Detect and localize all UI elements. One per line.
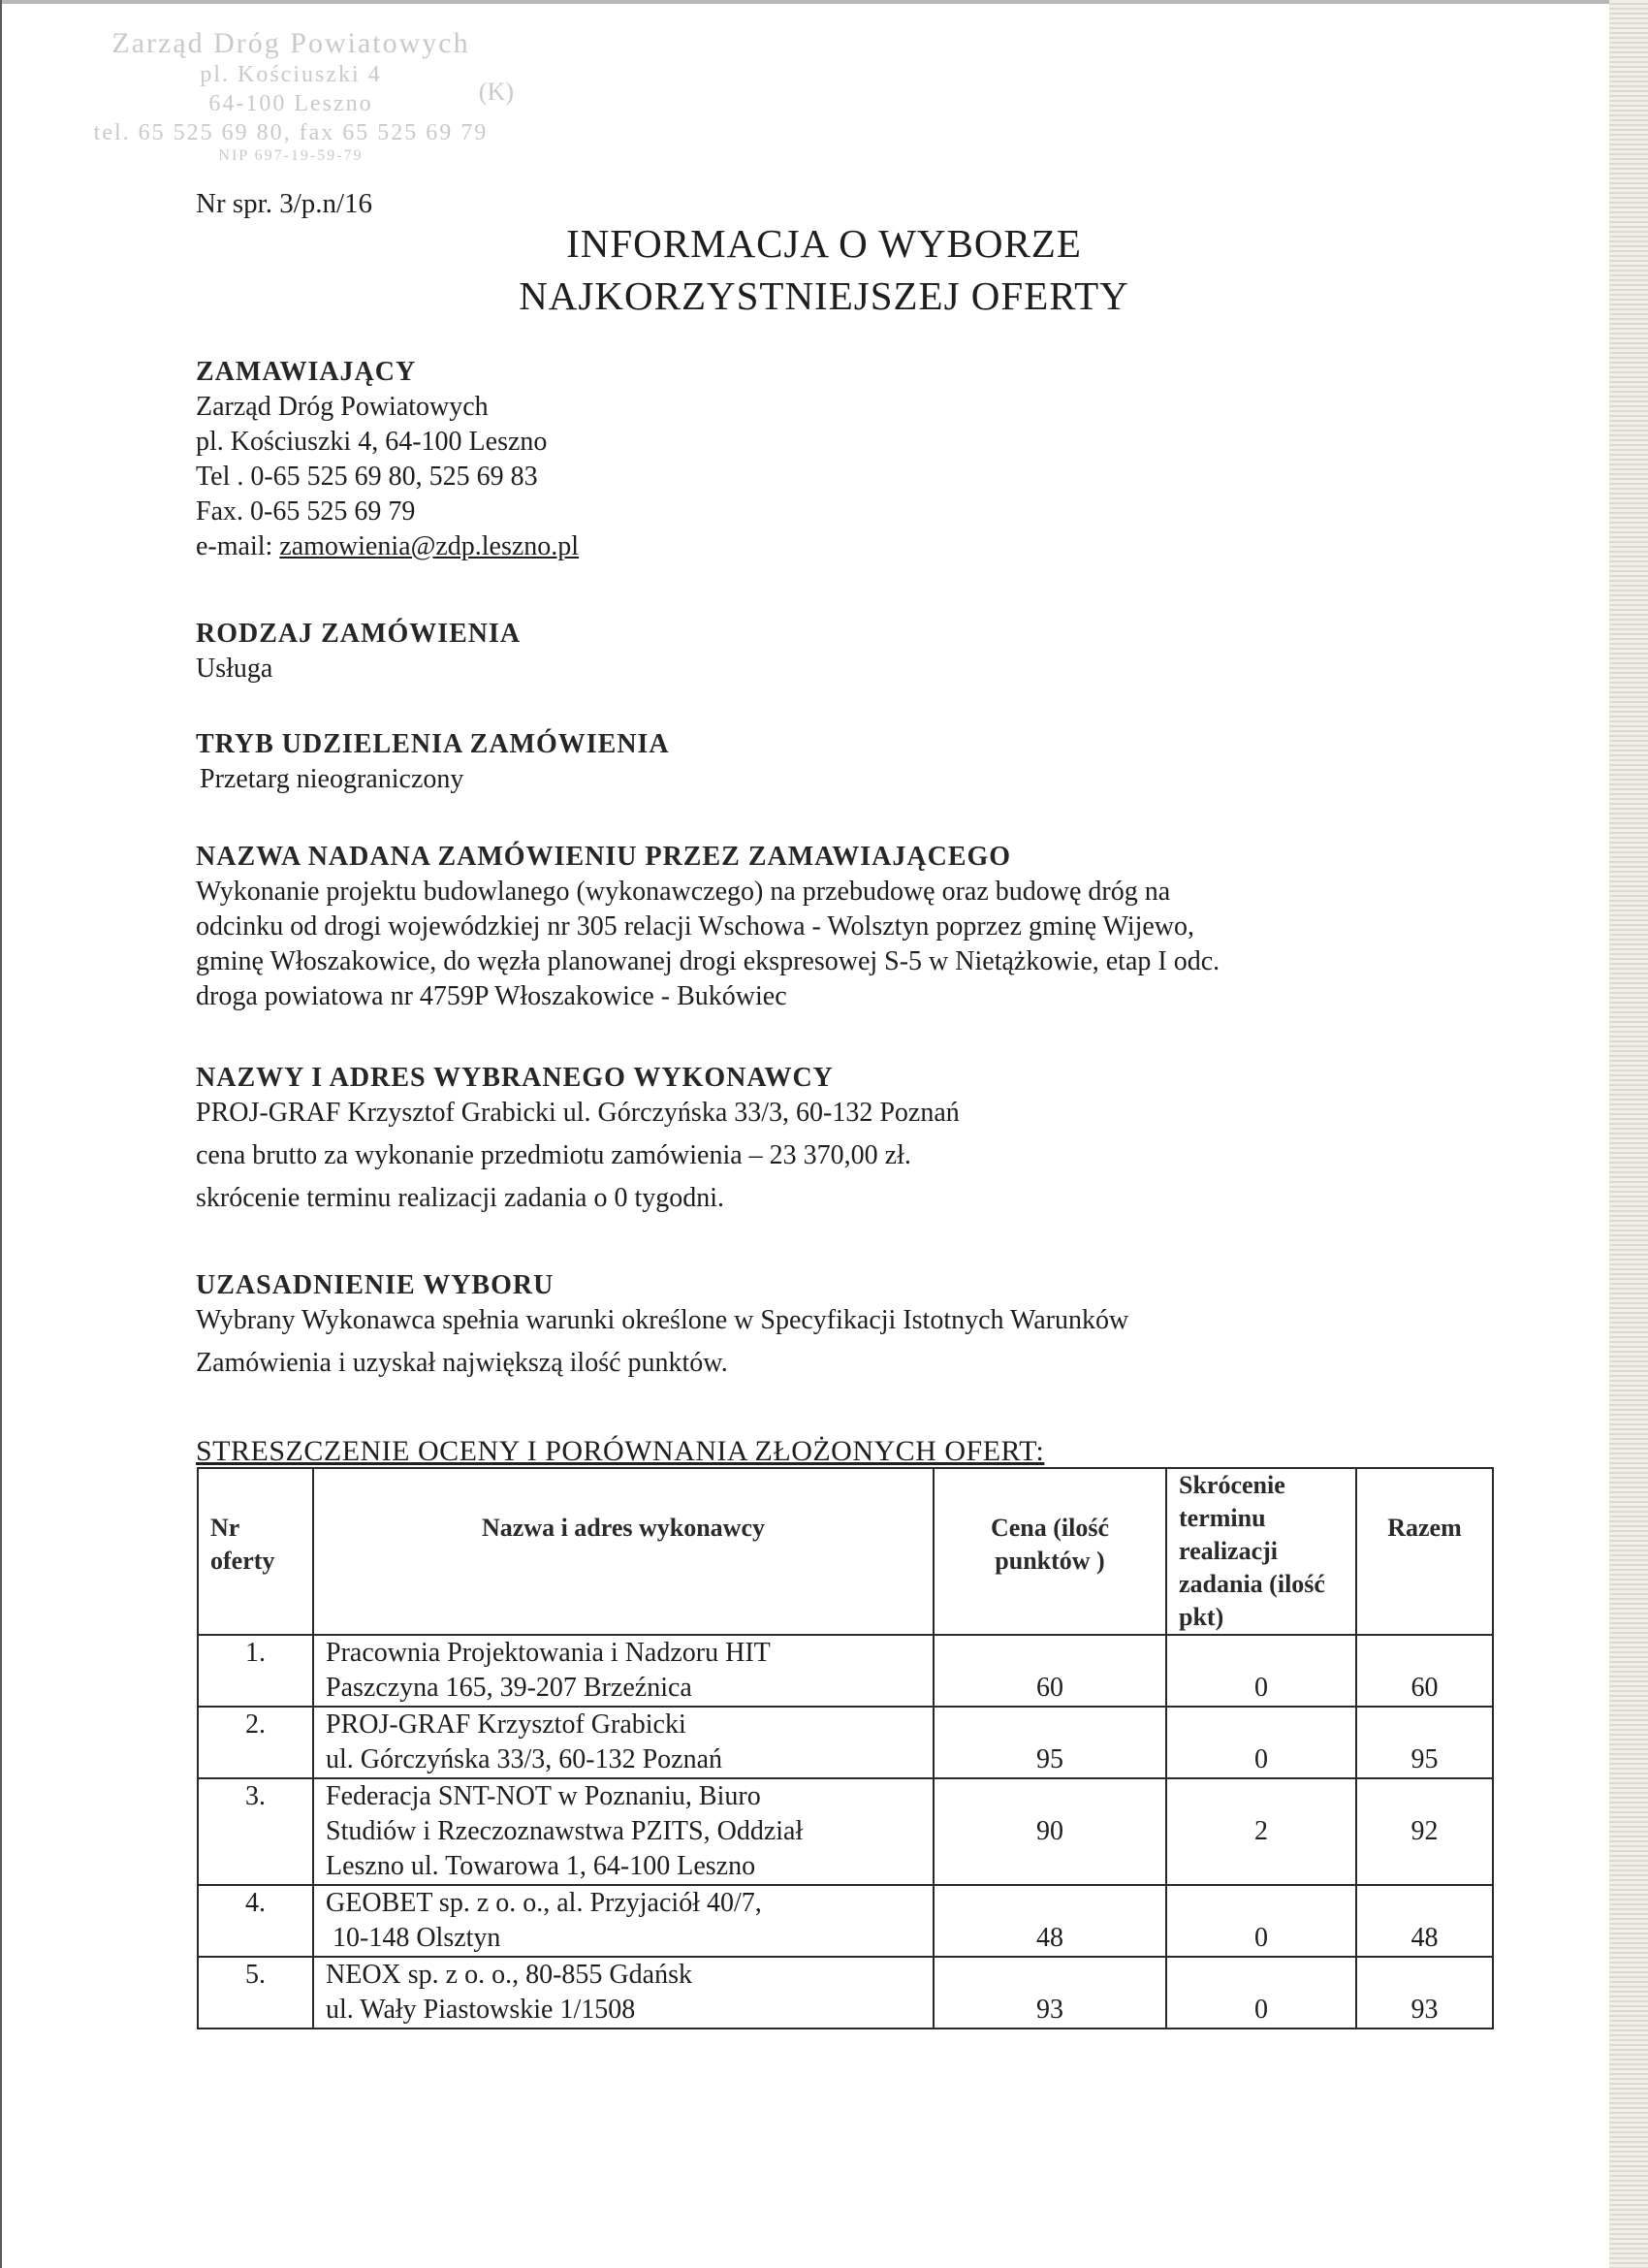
contractor-line: ul. Wały Piastowskie 1/1508 bbox=[326, 1995, 636, 2025]
contractor-price: cena brutto za wykonanie przedmiotu zamówienia – 23 370,00 zł. bbox=[196, 1140, 911, 1170]
contractor-name bbox=[313, 1885, 934, 1957]
order-name-line: droga powiatowa nr 4759P Włoszakowice - Bukówiec bbox=[196, 981, 787, 1011]
document-title bbox=[291, 217, 1357, 322]
contractor-name bbox=[313, 1778, 934, 1885]
offer-number: 2. bbox=[198, 1707, 313, 1778]
authority-email-row bbox=[196, 529, 579, 564]
section-selected-contractor bbox=[196, 1061, 960, 1216]
contractor-line: PROJ-GRAF Krzysztof Grabicki bbox=[326, 1709, 686, 1740]
table-row bbox=[198, 1957, 1493, 2028]
offers-summary-table bbox=[197, 1467, 1494, 2029]
term-points: 0 bbox=[1166, 1957, 1356, 2028]
contractor-line: Pracownia Projektowania i Nadzoru HIT bbox=[326, 1638, 771, 1668]
email-label: e-mail: bbox=[196, 531, 280, 561]
scan-right-edge-strip bbox=[1609, 0, 1648, 2268]
contractor-name bbox=[313, 1957, 934, 2028]
authority-fax: Fax. 0-65 525 69 79 bbox=[196, 496, 416, 527]
contractor-name bbox=[313, 1707, 934, 1778]
term-points: 0 bbox=[1166, 1707, 1356, 1778]
section-order-type bbox=[196, 617, 521, 687]
stamp-k-mark-icon: (K) bbox=[478, 78, 514, 106]
section-heading: NAZWY I ADRES WYBRANEGO WYKONAWCY bbox=[196, 1063, 834, 1093]
total-points: 92 bbox=[1356, 1778, 1493, 1885]
price-points: 48 bbox=[934, 1885, 1166, 1957]
offer-number: 5. bbox=[198, 1957, 313, 2028]
email-link[interactable]: zamowienia@zdp.leszno.pl bbox=[279, 531, 580, 561]
table-header-row bbox=[198, 1468, 1493, 1635]
offer-number: 1. bbox=[198, 1635, 313, 1707]
offer-number: 3. bbox=[198, 1778, 313, 1885]
total-points: 48 bbox=[1356, 1885, 1493, 1957]
price-points: 93 bbox=[934, 1957, 1166, 2028]
section-heading: ZAMAWIAJĄCY bbox=[196, 357, 417, 387]
section-heading: TRYB UDZIELENIA ZAMÓWIENIA bbox=[196, 729, 670, 759]
section-justification bbox=[196, 1268, 1128, 1381]
stamp-line: 64-100 Leszno bbox=[208, 91, 373, 116]
contractor-line: ul. Górczyńska 33/3, 60-132 Poznań bbox=[326, 1744, 723, 1774]
title-line: INFORMACJA O WYBORZE bbox=[566, 221, 1082, 266]
header-contractor-name: Nazwa i adres wykonawcy bbox=[313, 1468, 934, 1635]
term-points: 0 bbox=[1166, 1885, 1356, 1957]
order-type-value: Usługa bbox=[196, 654, 273, 684]
scan-left-edge bbox=[0, 0, 2, 2268]
header-total: Razem bbox=[1356, 1468, 1493, 1635]
stamp-line: tel. 65 525 69 80, fax 65 525 69 79 bbox=[93, 120, 489, 145]
contractor-line: Studiów i Rzeczoznawstwa PZITS, Oddział bbox=[326, 1816, 804, 1846]
table-row bbox=[198, 1778, 1493, 1885]
section-heading: NAZWA NADANA ZAMÓWIENIU PRZEZ ZAMAWIAJĄCEGO bbox=[196, 842, 1012, 872]
contractor-term: skrócenie terminu realizacji zadania o 0 tygodni. bbox=[196, 1183, 725, 1213]
contractor-line: Paszczyna 165, 39-207 Brzeźnica bbox=[326, 1673, 692, 1703]
contractor-line: GEOBET sp. z o. o., al. Przyjaciół 40/7, bbox=[326, 1888, 762, 1918]
title-line: NAJKORZYSTNIEJSZEJ OFERTY bbox=[519, 273, 1129, 318]
term-points: 2 bbox=[1166, 1778, 1356, 1885]
authority-address: pl. Kościuszki 4, 64-100 Leszno bbox=[196, 427, 548, 457]
procedure-value: Przetarg nieograniczony bbox=[200, 764, 464, 794]
term-points: 0 bbox=[1166, 1635, 1356, 1707]
section-procedure bbox=[196, 727, 670, 797]
table-row bbox=[198, 1635, 1493, 1707]
section-heading: RODZAJ ZAMÓWIENIA bbox=[196, 619, 522, 649]
authority-name: Zarząd Dróg Powiatowych bbox=[196, 392, 489, 422]
contractor-name bbox=[313, 1635, 934, 1707]
header-price-points: Cena (ilość punktów ) bbox=[934, 1468, 1166, 1635]
price-points: 90 bbox=[934, 1778, 1166, 1885]
authority-phone: Tel . 0-65 525 69 80, 525 69 83 bbox=[196, 462, 538, 492]
contractor-line: NEOX sp. z o. o., 80-855 Gdańsk bbox=[326, 1960, 692, 1990]
summary-table-title: STRESZCZENIE OCENY I PORÓWNANIA ZŁOŻONYCH OFERT: bbox=[196, 1435, 1045, 1467]
header-offer-number: Nr oferty bbox=[198, 1468, 313, 1635]
stamp-line: pl. Kościuszki 4 bbox=[200, 62, 382, 87]
order-name-line: Wykonanie projektu budowlanego (wykonawczego) na przebudowę oraz budowę dróg na bbox=[196, 877, 1171, 907]
table-row bbox=[198, 1707, 1493, 1778]
offer-number: 4. bbox=[198, 1885, 313, 1957]
case-reference: Nr spr. 3/p.n/16 bbox=[196, 188, 373, 219]
stamp-line: NIP 697-19-59-79 bbox=[218, 147, 364, 164]
section-contracting-authority bbox=[196, 355, 579, 564]
header-term-points: Skrócenie terminu realizacji zadania (ilość pkt) bbox=[1166, 1468, 1356, 1635]
total-points: 95 bbox=[1356, 1707, 1493, 1778]
price-points: 95 bbox=[934, 1707, 1166, 1778]
order-name-line: gminę Włoszakowice, do węzła planowanej drogi ekspresowej S-5 w Nietążkowie, etap I odc. bbox=[196, 946, 1220, 976]
office-stamp bbox=[78, 27, 514, 165]
section-heading: UZASADNIENIE WYBORU bbox=[196, 1270, 555, 1300]
table-row bbox=[198, 1885, 1493, 1957]
scan-top-edge bbox=[0, 0, 1648, 4]
total-points: 93 bbox=[1356, 1957, 1493, 2028]
justification-line: Wybrany Wykonawca spełnia warunki określone w Specyfikacji Istotnych Warunków bbox=[196, 1305, 1129, 1335]
justification-line: Zamówienia i uzyskał największą ilość punktów. bbox=[196, 1348, 728, 1378]
contractor-name-address: PROJ-GRAF Krzysztof Grabicki ul. Górczyńska 33/3, 60-132 Poznań bbox=[196, 1098, 960, 1128]
section-order-name bbox=[196, 840, 1220, 1014]
contractor-line: Leszno ul. Towarowa 1, 64-100 Leszno bbox=[326, 1851, 756, 1881]
order-name-line: odcinku od drogi wojewódzkiej nr 305 relacji Wschowa - Wolsztyn poprzez gminę Wijewo, bbox=[196, 911, 1195, 942]
total-points: 60 bbox=[1356, 1635, 1493, 1707]
contractor-line: 10-148 Olsztyn bbox=[326, 1923, 501, 1953]
stamp-line: Zarząd Dróg Powiatowych bbox=[111, 27, 470, 59]
contractor-line: Federacja SNT-NOT w Poznaniu, Biuro bbox=[326, 1781, 761, 1811]
price-points: 60 bbox=[934, 1635, 1166, 1707]
